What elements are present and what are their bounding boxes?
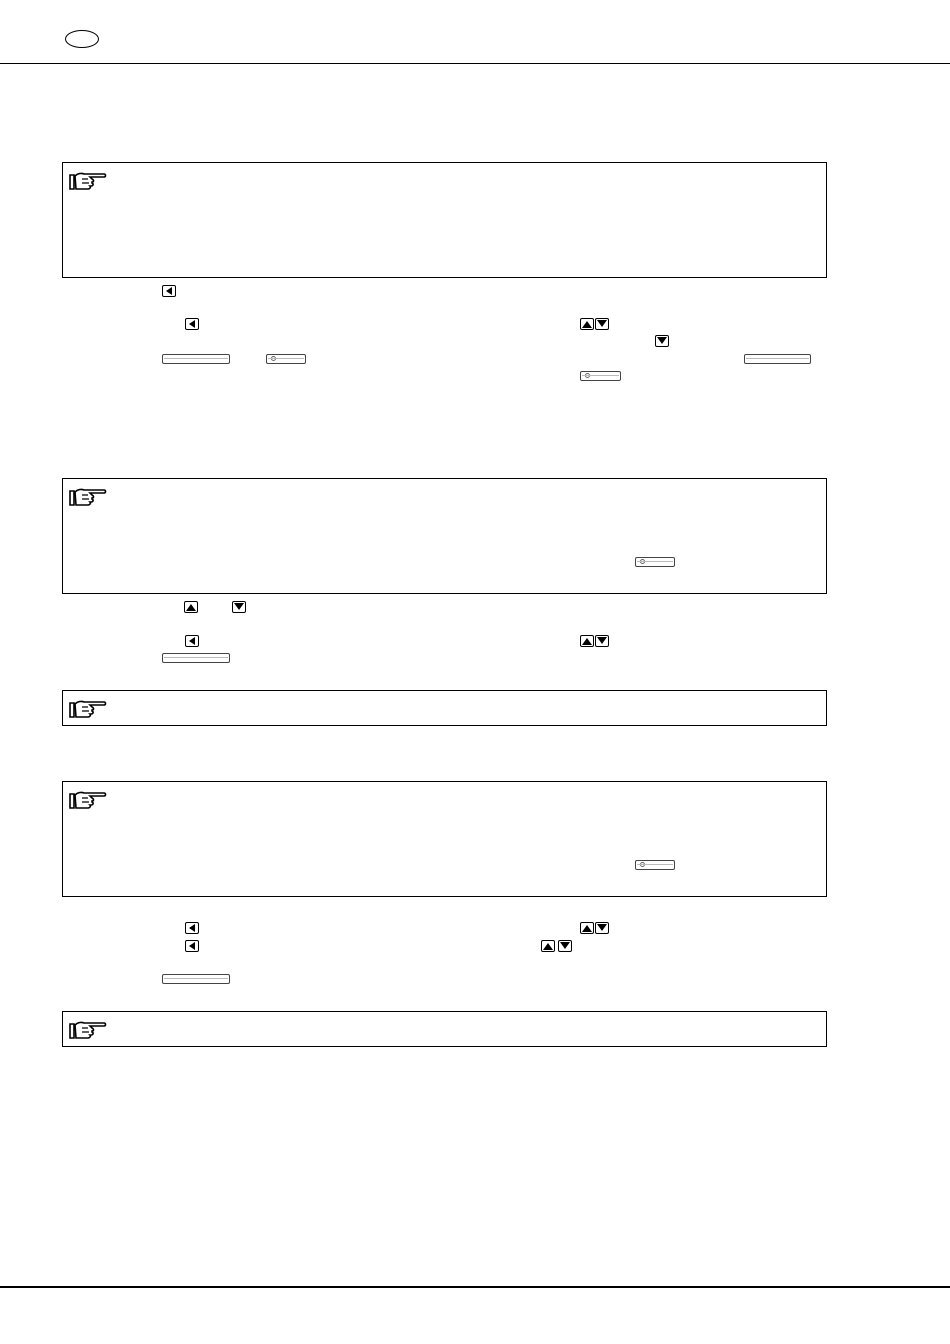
softkey-led-button-icon xyxy=(635,860,675,870)
arrow-up-key-icon xyxy=(541,940,555,952)
note-box-2 xyxy=(62,478,827,594)
note-box-4 xyxy=(62,781,827,897)
softkey-button-icon xyxy=(162,354,230,364)
footer-rule xyxy=(0,1286,950,1288)
arrow-left-key-icon xyxy=(185,318,199,330)
pointing-hand-icon xyxy=(68,169,108,193)
note-box-5 xyxy=(62,1011,827,1047)
arrow-left-key-icon xyxy=(185,940,199,952)
arrow-up-key-icon xyxy=(580,922,594,934)
arrow-down-key-icon xyxy=(595,922,609,934)
note-box-1 xyxy=(62,162,827,278)
arrow-down-key-icon xyxy=(595,635,609,647)
pointing-hand-icon xyxy=(68,788,108,812)
arrow-left-key-icon xyxy=(162,285,176,297)
pointing-hand-icon xyxy=(68,697,108,721)
softkey-button-icon xyxy=(162,653,230,663)
arrow-up-key-icon xyxy=(580,318,594,330)
softkey-led-button-icon xyxy=(580,371,621,381)
arrow-down-key-icon xyxy=(232,601,246,613)
arrow-left-key-icon xyxy=(185,635,199,647)
header-rule xyxy=(0,63,950,64)
arrow-up-key-icon xyxy=(184,601,198,613)
arrow-left-key-icon xyxy=(185,922,199,934)
softkey-button-icon xyxy=(162,974,230,984)
softkey-led-button-icon xyxy=(266,354,306,364)
softkey-led-button-icon xyxy=(635,557,675,567)
pointing-hand-icon xyxy=(68,1018,108,1042)
arrow-down-key-icon xyxy=(595,318,609,330)
arrow-down-key-icon xyxy=(655,335,669,347)
softkey-button-icon xyxy=(744,354,811,364)
note-box-3 xyxy=(62,690,827,726)
arrow-up-key-icon xyxy=(580,635,594,647)
language-badge-icon xyxy=(65,30,99,48)
pointing-hand-icon xyxy=(68,485,108,509)
arrow-down-key-icon xyxy=(558,940,572,952)
